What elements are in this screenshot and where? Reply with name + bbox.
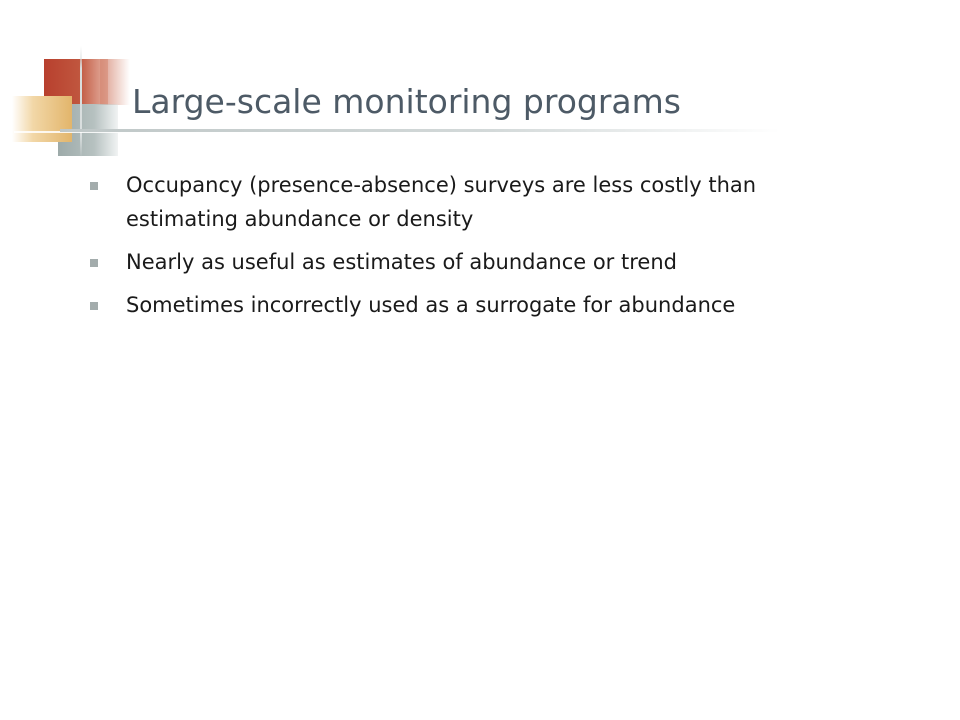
corner-gold-block — [12, 96, 72, 142]
bullet-item — [90, 168, 870, 236]
bullet-list — [90, 168, 870, 331]
bullet-square-icon — [90, 182, 98, 190]
corner-vertical-line — [80, 46, 82, 158]
bullet-square-icon — [90, 302, 98, 310]
slide-title: Large-scale monitoring programs — [132, 82, 681, 121]
bullet-square-icon — [90, 259, 98, 267]
corner-decoration — [0, 0, 140, 170]
bullet-text: Sometimes incorrectly used as a surrogate for abundance — [126, 293, 736, 317]
title-underline — [60, 129, 780, 132]
bullet-item — [90, 288, 870, 322]
corner-red-fade — [100, 59, 130, 105]
bullet-item — [90, 245, 870, 279]
bullet-text: Nearly as useful as estimates of abundance or trend — [126, 250, 677, 274]
bullet-text: Occupancy (presence-absence) surveys are less costly than estimating abundance or density — [126, 173, 757, 231]
